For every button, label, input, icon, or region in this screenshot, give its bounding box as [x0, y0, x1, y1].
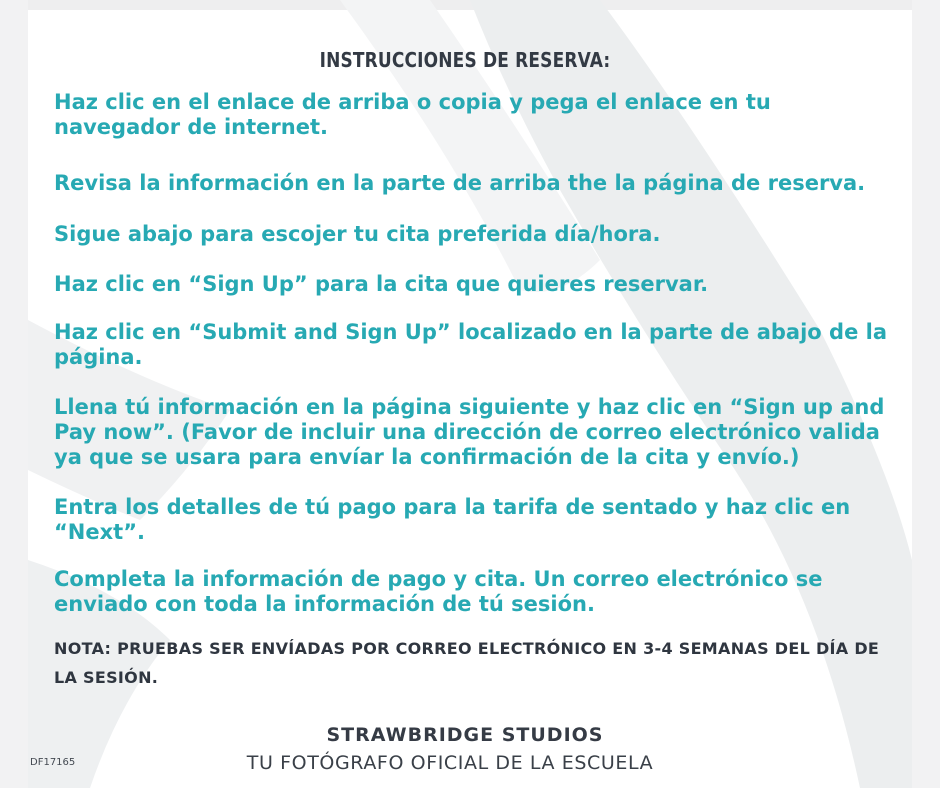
step-3: Sigue abajo para escojer tu cita preferida día/hora. — [54, 222, 661, 246]
delivery-note: NOTA: PRUEBAS SER ENVÍADAS POR CORREO ELECTRÓNICO EN 3-4 SEMANAS DEL DÍA DE LA SESIÓN. — [54, 639, 880, 687]
step-6: Llena tú información en la página siguiente y haz clic en “Sign up and Pay now”. (Favor de incluir una dirección de correo electrónico valida ya que se usara para envíar la confirmación de la cita y envío.) — [54, 395, 885, 469]
step-8: Completa la información de pago y cita. Un correo electrónico se enviado con toda la información de tú sesión. — [54, 567, 823, 616]
step-2: Revisa la información en la parte de arriba the la página de reserva. — [54, 171, 866, 195]
step-7: Entra los detalles de tú pago para la tarifa de sentado y haz clic en “Next”. — [54, 495, 851, 544]
step-1: Haz clic en el enlace de arriba o copia y pega el enlace en tu navegador de internet. — [54, 90, 771, 139]
studio-name: STRAWBRIDGE STUDIOS — [326, 724, 604, 746]
instructions-heading: INSTRUCCIONES DE RESERVA: — [319, 48, 611, 72]
step-5: Haz clic en “Submit and Sign Up” localizado en la parte de abajo de la página. — [54, 320, 887, 369]
step-4: Haz clic en “Sign Up” para la cita que quieres reservar. — [54, 272, 709, 296]
studio-tagline: TU FOTÓGRAFO OFICIAL DE LA ESCUELA — [246, 752, 654, 774]
document-code: DF17165 — [30, 757, 76, 768]
